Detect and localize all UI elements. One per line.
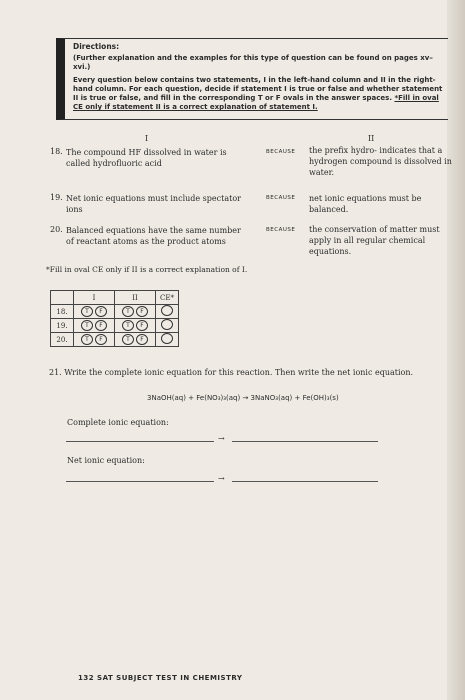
question-statement-i: The compound HF dissolved in water is called hydrofluoric acid <box>66 148 227 168</box>
answer-grid-header <box>51 291 179 305</box>
question-statement-i: Balanced equations have the same number of reactant atoms as the product atoms <box>66 226 241 246</box>
because-label: BECAUSE <box>266 195 296 201</box>
oval-f-i[interactable]: F <box>95 320 107 331</box>
directions-body-text: Every question below contains two statements, I in the left-hand column and II in the right-hand column. For each question, decide if statement I is true or false and whether statement II is true or false, and fill in the corresponding T or F ovals in the answer spaces. <box>73 75 443 103</box>
page-footer: 132 SAT SUBJECT TEST IN CHEMISTRY <box>78 674 243 682</box>
net-ionic-reactant-line[interactable] <box>66 481 214 482</box>
grid-header-ii: II <box>115 291 156 305</box>
page-edge-shadow <box>447 0 465 700</box>
net-ionic-label: Net ionic equation: <box>67 456 145 465</box>
directions-underlined: *Fill in oval CE only if statement II is a correct explanation of statement I. <box>73 94 439 112</box>
answer-row <box>51 333 179 347</box>
oval-f-i[interactable]: F <box>95 306 107 317</box>
oval-ce[interactable] <box>161 319 173 330</box>
reaction-equation: 3NaOH(aq) + Fe(NO₃)₃(aq) → 3NaNO₃(aq) + Fe(OH)₃(s) <box>147 394 339 402</box>
because-label: BECAUSE <box>266 227 296 233</box>
question-number: 19. <box>50 193 63 202</box>
arrow-icon: → <box>218 434 225 443</box>
column-header-i: I <box>145 134 149 143</box>
question-number: 18. <box>50 147 63 156</box>
complete-ionic-reactant-line[interactable] <box>66 441 214 442</box>
oval-ce[interactable] <box>161 305 173 316</box>
question-number: 20. <box>50 225 63 234</box>
directions-box <box>56 38 448 120</box>
answer-row <box>51 305 179 319</box>
oval-t-i[interactable]: T <box>81 306 93 317</box>
answer-row-number: 18. <box>51 305 74 319</box>
complete-ionic-label: Complete ionic equation: <box>67 418 169 427</box>
because-label: BECAUSE <box>266 149 296 155</box>
oval-f-ii[interactable]: F <box>136 320 148 331</box>
directions-heading: Directions: <box>73 42 120 51</box>
oval-t-ii[interactable]: T <box>122 306 134 317</box>
arrow-icon: → <box>218 474 225 483</box>
oval-t-i[interactable]: T <box>81 320 93 331</box>
column-header-ii: II <box>368 134 375 143</box>
question-statement-ii: net ionic equations must be balanced. <box>309 194 422 214</box>
directions-further: (Further explanation and the examples for this type of question can be found on pages xv–xvi.) <box>73 54 433 72</box>
oval-f-i[interactable]: F <box>95 334 107 345</box>
answer-row-number: 20. <box>51 333 74 347</box>
ce-note: *Fill in oval CE only if II is a correct explanation of I. <box>46 265 248 274</box>
complete-ionic-product-line[interactable] <box>232 441 378 442</box>
oval-f-ii[interactable]: F <box>136 334 148 345</box>
oval-t-ii[interactable]: T <box>122 320 134 331</box>
directions-body <box>73 76 448 113</box>
answer-grid <box>50 290 179 347</box>
question-statement-ii: the conservation of matter must apply in all regular chemical equations. <box>309 225 440 256</box>
answer-row <box>51 319 179 333</box>
oval-t-ii[interactable]: T <box>122 334 134 345</box>
grid-header-i: I <box>74 291 115 305</box>
answer-row-number: 19. <box>51 319 74 333</box>
grid-header-ce: CE* <box>156 291 179 305</box>
oval-t-i[interactable]: T <box>81 334 93 345</box>
net-ionic-product-line[interactable] <box>232 481 378 482</box>
oval-ce[interactable] <box>161 333 173 344</box>
question-21: 21. Write the complete ionic equation for this reaction. Then write the net ionic equation. <box>49 368 414 377</box>
oval-f-ii[interactable]: F <box>136 306 148 317</box>
question-statement-i: Net ionic equations must include spectator ions <box>66 194 241 214</box>
question-statement-ii: the prefix hydro- indicates that a hydrogen compound is dissolved in water. <box>309 146 452 177</box>
